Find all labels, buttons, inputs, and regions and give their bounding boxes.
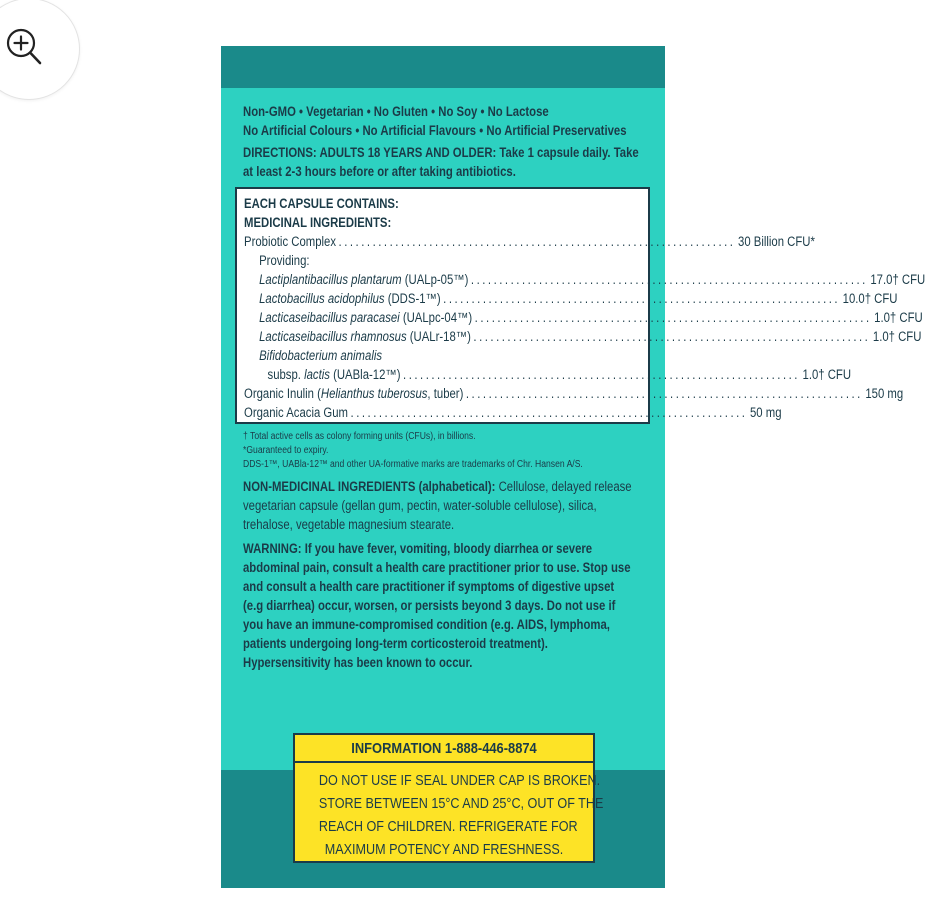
storage-line: REACH OF CHILDREN. REFRIGERATE FOR (318, 818, 578, 835)
warning-line: (e.g diarrhea) occur, worsen, or persists beyond 3 days. Do not use if (243, 598, 616, 613)
each-capsule-heading: EACH CAPSULE CONTAINS: (244, 196, 399, 211)
strain-code: (UALpc-04™) (399, 310, 473, 325)
non-medicinal-ingredients: NON-MEDICINAL INGREDIENTS (alphabetical): Cellulose, delayed release vegetarian capsule (gellan gum, pectin, water-soluble cellulose), silica, trehalose, vegetable magnesium stearate. (243, 479, 632, 532)
directions-text (243, 143, 639, 181)
strain-latin-name: Lactobacillus acidophilus (259, 291, 385, 306)
directions-line: at least 2-3 hours before or after taking antibiotics. (243, 164, 516, 179)
zoom-button[interactable] (0, 0, 80, 100)
leader-dots: ...................................................................... (465, 386, 863, 401)
strain-code: (UALp-05™) (401, 272, 469, 287)
warning-text (243, 539, 631, 672)
footnotes (243, 430, 583, 472)
ingredient-row-strain (244, 289, 898, 308)
claims-line: No Artificial Colours • No Artificial Flavours • No Artificial Preservatives (243, 123, 627, 138)
ingredient-quantity: 1.0† CFU (802, 367, 852, 382)
strain-code: (UABla-12™) (329, 367, 401, 382)
strain-latin-name: Lacticaseibacillus paracasei (259, 310, 400, 325)
product-label-image (221, 46, 925, 888)
ingredient-quantity: 1.0† CFU (874, 310, 923, 325)
footnote: DDS-1™, UABla-12™ and other UA-formative marks are trademarks of Chr. Hansen A/S. (243, 459, 583, 470)
medicinal-ingredients-heading: MEDICINAL INGREDIENTS: (244, 215, 392, 230)
warning-line: abdominal pain, consult a health care practitioner prior to use. Stop use (243, 560, 631, 575)
strain-latin-name: Lactiplantibacillus plantarum (259, 272, 402, 287)
leader-dots: ...................................................................... (474, 310, 872, 325)
ingredient-row-strain (244, 308, 923, 327)
strain-latin-name: Lacticaseibacillus rhamnosus (259, 329, 407, 344)
free-from-claims (243, 102, 627, 140)
ingredient-row-acacia (244, 403, 782, 422)
warning-line: and consult a health care practitioner if symptoms of digestive upset (243, 579, 615, 594)
bifido-name-line: Bifidobacterium animalis (259, 348, 383, 363)
ingredient-quantity: 17.0† CFU (870, 272, 925, 287)
label-top-band (221, 46, 665, 88)
ingredient-row-strain (244, 270, 925, 289)
ingredient-quantity: 1.0† CFU (872, 329, 922, 344)
ingredient-row-bifido: subsp. lactis (UABla-12™) ...................................................................... 1.0† CFU (267, 367, 852, 382)
information-heading-bar (295, 735, 593, 763)
ingredient-quantity: 150 mg (865, 386, 904, 401)
warning-line: patients undergoing long-term corticosteroid treatment). (243, 636, 548, 651)
leader-dots: ...................................................................... (338, 234, 736, 249)
footnote: † Total active cells as colony forming units (CFUs), in billions. (243, 431, 476, 442)
ingredient-quantity: 50 mg (749, 405, 782, 420)
ingredient-row-strain (244, 327, 922, 346)
warning-line: WARNING: If you have fever, vomiting, bloody diarrhea or severe (243, 541, 593, 556)
strain-code: (UALr-18™) (406, 329, 471, 344)
directions-line: DIRECTIONS: ADULTS 18 YEARS AND OLDER: Take 1 capsule daily. Take (243, 145, 639, 160)
information-box (293, 733, 604, 863)
footnote: *Guaranteed to expiry. (243, 445, 329, 456)
leader-dots: ...................................................................... (350, 405, 748, 420)
leader-dots: ...................................................................... (470, 272, 868, 287)
ingredient-row-probiotic-complex (244, 232, 815, 251)
warning-line: Hypersensitivity has been known to occur. (243, 655, 473, 670)
claims-line: Non-GMO • Vegetarian • No Gluten • No Soy • No Lactose (243, 104, 549, 119)
ingredient-quantity: 10.0† CFU (842, 291, 898, 306)
leader-dots: ...................................................................... (443, 291, 841, 306)
storage-line: STORE BETWEEN 15°C AND 25°C, OUT OF THE (318, 795, 604, 812)
ingredient-name: Organic Acacia Gum (244, 405, 349, 420)
non-medicinal-heading: NON-MEDICINAL INGREDIENTS (alphabetical): (243, 479, 496, 494)
strain-code: (DDS-1™) (384, 291, 441, 306)
leader-dots: ...................................................................... (473, 329, 871, 344)
ingredient-name: Probiotic Complex (244, 234, 337, 249)
ingredient-quantity: 30 Billion CFU* (738, 234, 815, 249)
storage-line: DO NOT USE IF SEAL UNDER CAP IS BROKEN. (318, 772, 601, 789)
strain-latin-name: lactis (304, 367, 330, 382)
providing-label: Providing: (259, 253, 310, 268)
medicinal-ingredients-box (235, 187, 925, 424)
information-phone: INFORMATION 1-888-446-8874 (351, 740, 537, 757)
warning-line: you have an immune-compromised condition (e.g. AIDS, lymphoma, (243, 617, 610, 632)
zoom-in-icon (5, 27, 45, 69)
ingredient-row-inulin: Organic Inulin (Helianthus tuberosus, tuber) ...................................................................... 150 mg (244, 386, 904, 401)
storage-line: MAXIMUM POTENCY AND FRESHNESS. (324, 841, 564, 858)
storage-instructions (295, 769, 604, 861)
leader-dots: ...................................................................... (403, 367, 800, 382)
